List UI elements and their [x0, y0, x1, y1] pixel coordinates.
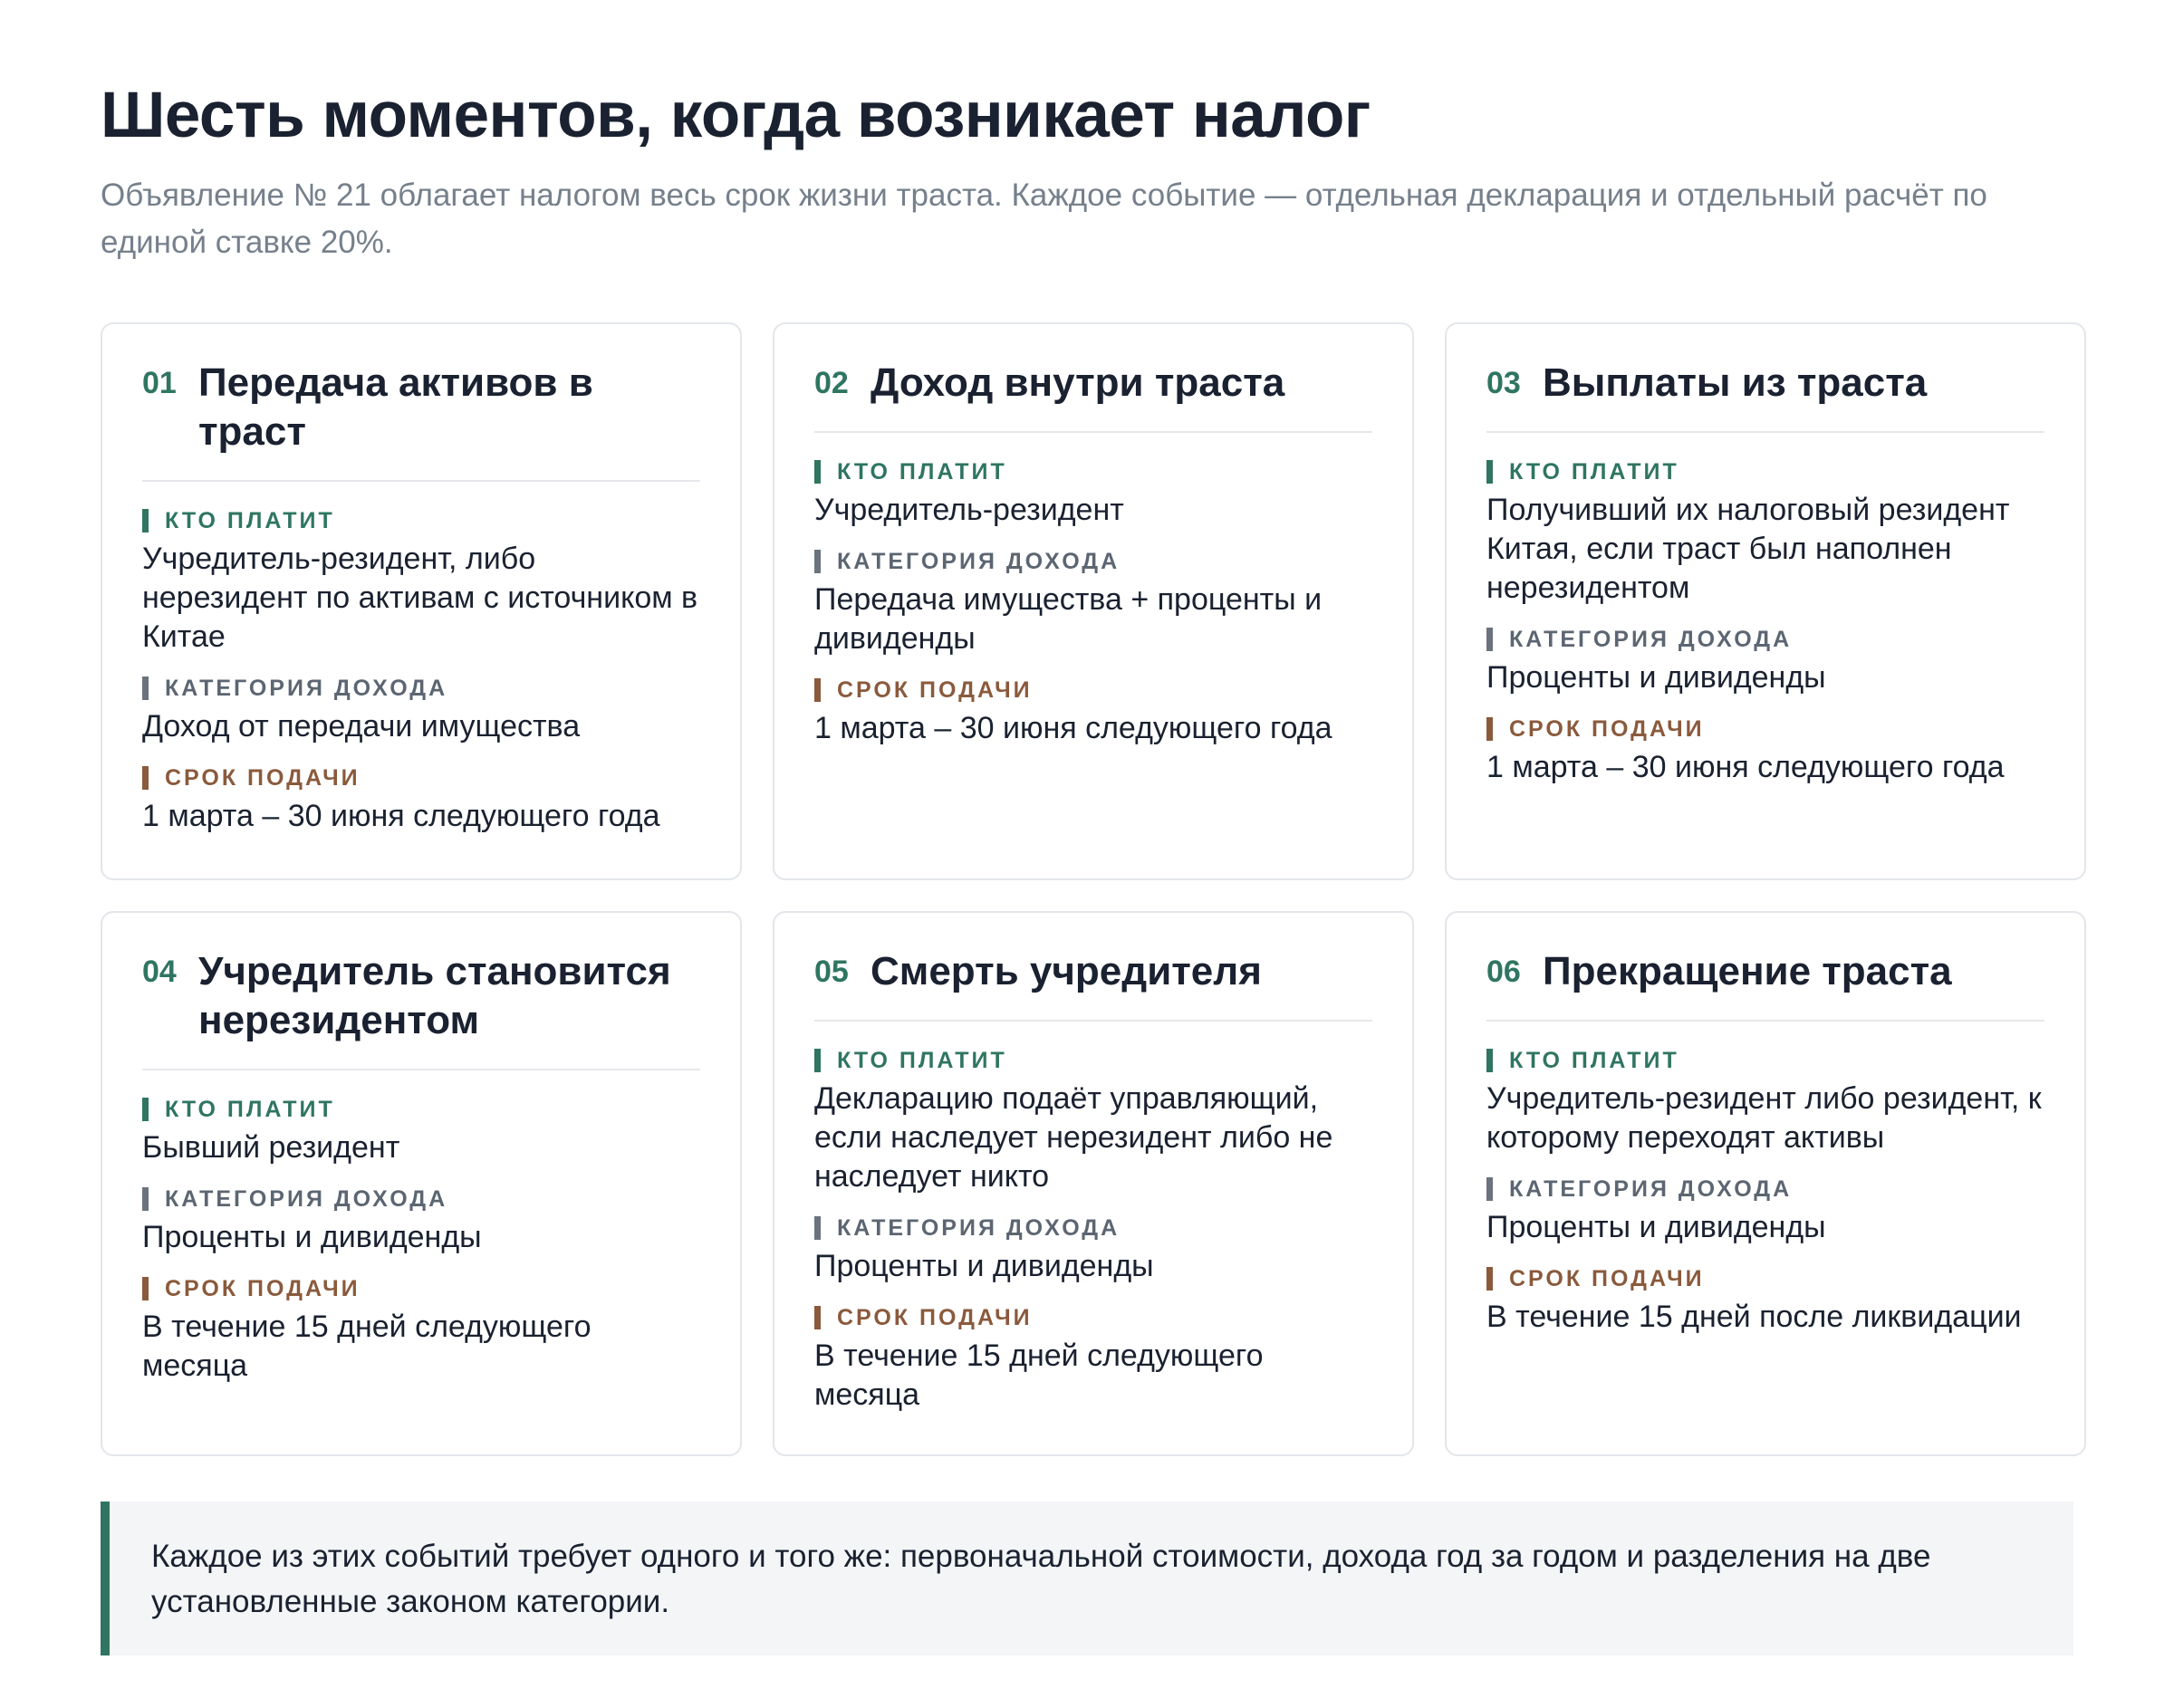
field-who: [814, 458, 1372, 530]
field-label-category: [1486, 626, 2044, 653]
field-label-deadline: [1486, 715, 2044, 743]
field-value-category: Проценты и дивиденды: [1486, 1210, 1826, 1244]
field-who: [142, 1096, 700, 1167]
label-marker: [142, 766, 149, 790]
label-text: СРОК ПОДАЧИ: [165, 765, 361, 791]
field-value-who: Учредитель-резидент либо резидент, к которому переходят активы: [1486, 1081, 2042, 1155]
field-who: [814, 1047, 1372, 1196]
field-label-deadline: [814, 676, 1372, 704]
field-label-deadline: [142, 1275, 700, 1302]
label-text: СРОК ПОДАЧИ: [165, 1276, 361, 1301]
label-marker: [814, 1306, 821, 1329]
field-value-category: Доход от передачи имущества: [142, 709, 581, 744]
summary-note: [101, 1502, 2073, 1655]
field-value-deadline: 1 марта – 30 июня следующего года: [1486, 750, 2005, 784]
field-value-deadline: 1 марта – 30 июня следующего года: [142, 799, 660, 833]
label-marker: [142, 1187, 149, 1211]
field-category: [142, 675, 700, 746]
field-label-category: [142, 675, 700, 702]
field-who: [1486, 458, 2044, 608]
field-deadline: [814, 1304, 1372, 1415]
label-text: КТО ПЛАТИТ: [1509, 459, 1679, 485]
field-category: [1486, 626, 2044, 697]
label-text: КТО ПЛАТИТ: [1509, 1048, 1679, 1073]
field-label-category: [814, 548, 1372, 575]
label-text: КАТЕГОРИЯ ДОХОДА: [1509, 627, 1793, 652]
page-subtitle: Объявление № 21 облагает налогом весь срок жизни траста. Каждое событие — отдельная декларация и отдельный расчёт по единой ставке 20%.: [101, 178, 1987, 260]
card-title: Смерть учредителя: [871, 949, 1262, 993]
label-marker: [1486, 717, 1493, 741]
label-text: КТО ПЛАТИТ: [837, 1048, 1007, 1073]
field-value-deadline: В течение 15 дней после ликвидации: [1486, 1300, 2022, 1334]
card-title: Учредитель становится нерезидентом: [198, 949, 671, 1042]
label-marker: [814, 550, 821, 573]
event-card-4: [101, 911, 742, 1456]
card-header: [1486, 947, 2044, 1022]
label-marker: [814, 1216, 821, 1240]
field-deadline: [1486, 715, 2044, 787]
card-header: [142, 359, 700, 482]
label-marker: [1486, 1177, 1493, 1201]
field-deadline: [142, 1275, 700, 1386]
label-text: КТО ПЛАТИТ: [837, 459, 1007, 485]
label-text: КТО ПЛАТИТ: [165, 508, 335, 533]
field-category: [142, 1185, 700, 1257]
card-header: [814, 947, 1372, 1022]
field-category: [814, 548, 1372, 658]
field-value-who: Декларацию подаёт управляющий, если наследует нерезидент либо не наследует никто: [814, 1081, 1333, 1194]
field-value-who: Получивший их налоговый резидент Китая, если траст был наполнен нерезидентом: [1486, 493, 2010, 605]
card-header: [1486, 359, 2044, 433]
label-text: СРОК ПОДАЧИ: [837, 1305, 1033, 1330]
field-deadline: [142, 764, 700, 836]
label-marker: [142, 509, 149, 533]
card-title: Прекращение траста: [1543, 949, 1952, 993]
page-title: Шесть моментов, когда возникает налог: [101, 80, 1371, 151]
label-marker: [142, 676, 149, 700]
label-marker: [814, 1049, 821, 1072]
field-label-who: [142, 1096, 700, 1123]
field-value-deadline: 1 марта – 30 июня следующего года: [814, 711, 1332, 745]
label-marker: [1486, 1267, 1493, 1291]
field-value-who: Учредитель-резидент, либо нерезидент по активам с источником в Китае: [142, 542, 698, 654]
field-category: [1486, 1175, 2044, 1247]
label-text: КАТЕГОРИЯ ДОХОДА: [837, 1215, 1121, 1241]
label-text: СРОК ПОДАЧИ: [837, 677, 1033, 703]
card-title: Передача активов в траст: [198, 360, 593, 454]
label-marker: [1486, 628, 1493, 651]
field-value-deadline: В течение 15 дней следующего месяца: [142, 1310, 592, 1383]
field-deadline: [1486, 1265, 2044, 1337]
label-marker: [814, 460, 821, 484]
event-card-5: [773, 911, 1414, 1456]
label-text: КТО ПЛАТИТ: [165, 1097, 335, 1122]
field-label-category: [1486, 1175, 2044, 1203]
field-value-category: Проценты и дивиденды: [1486, 660, 1826, 695]
cards-grid: [101, 322, 2073, 1456]
card-number: 01: [142, 366, 177, 400]
label-marker: [814, 678, 821, 702]
card-number: 06: [1486, 955, 1521, 989]
field-label-deadline: [1486, 1265, 2044, 1292]
card-number: 02: [814, 366, 849, 400]
field-value-who: Бывший резидент: [142, 1130, 400, 1165]
card-number: 05: [814, 955, 849, 989]
label-text: СРОК ПОДАЧИ: [1509, 716, 1705, 742]
label-text: КАТЕГОРИЯ ДОХОДА: [837, 549, 1121, 574]
event-card-2: [773, 322, 1414, 880]
field-value-who: Учредитель-резидент: [814, 493, 1124, 527]
label-text: КАТЕГОРИЯ ДОХОДА: [1509, 1176, 1793, 1202]
field-value-category: Проценты и дивиденды: [142, 1220, 482, 1254]
label-text: КАТЕГОРИЯ ДОХОДА: [165, 1186, 448, 1212]
field-label-deadline: [814, 1304, 1372, 1331]
card-title: Выплаты из траста: [1543, 360, 1928, 405]
field-label-who: [1486, 458, 2044, 485]
field-label-who: [814, 1047, 1372, 1074]
field-deadline: [814, 676, 1372, 748]
field-value-category: Передача имущества + проценты и дивиденды: [814, 582, 1323, 656]
field-label-who: [814, 458, 1372, 485]
card-title: Доход внутри траста: [871, 360, 1285, 405]
event-card-1: [101, 322, 742, 880]
label-text: КАТЕГОРИЯ ДОХОДА: [165, 676, 448, 701]
field-label-who: [1486, 1047, 2044, 1074]
field-who: [1486, 1047, 2044, 1157]
field-label-who: [142, 507, 700, 534]
field-category: [814, 1214, 1372, 1286]
summary-note-text: Каждое из этих событий требует одного и того же: первоначальной стоимости, дохода год за годом и разделения на две установленные законом категории.: [151, 1539, 1931, 1619]
label-marker: [142, 1098, 149, 1121]
event-card-3: [1445, 322, 2086, 880]
card-number: 03: [1486, 366, 1521, 400]
card-number: 04: [142, 955, 177, 989]
field-value-category: Проценты и дивиденды: [814, 1249, 1154, 1283]
event-card-6: [1445, 911, 2086, 1456]
label-marker: [1486, 1049, 1493, 1072]
label-marker: [1486, 460, 1493, 484]
card-header: [142, 947, 700, 1070]
field-who: [142, 507, 700, 657]
field-label-category: [814, 1214, 1372, 1242]
card-header: [814, 359, 1372, 433]
field-label-deadline: [142, 764, 700, 792]
label-marker: [142, 1277, 149, 1300]
field-label-category: [142, 1185, 700, 1213]
field-value-deadline: В течение 15 дней следующего месяца: [814, 1339, 1264, 1412]
label-text: СРОК ПОДАЧИ: [1509, 1266, 1705, 1291]
